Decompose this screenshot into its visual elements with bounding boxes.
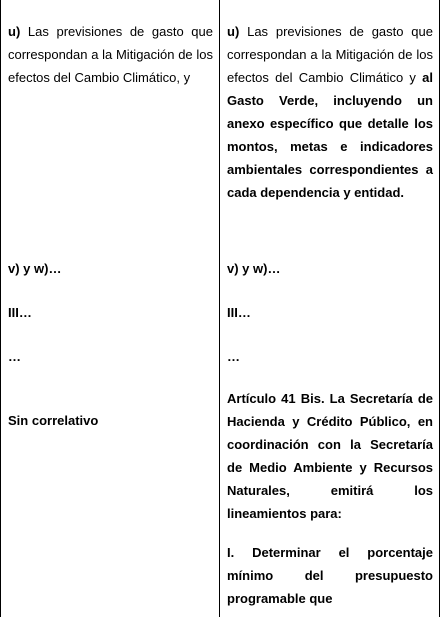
item-iii-label: III… bbox=[227, 305, 251, 320]
ellipsis-proposed bbox=[227, 345, 433, 368]
item-i-text: I. Determinar el porcentaje mínimo del presupuesto programable que bbox=[227, 545, 433, 606]
item-vw-proposed bbox=[227, 257, 433, 280]
article-41-bis-text: Artículo 41 Bis. La Secretaría de Hacienda y Crédito Público, en coordinación con la Secretaría de Medio Ambiente y Recursos Naturales, emitirá los lineamientos para: bbox=[227, 391, 433, 521]
item-u-proposed bbox=[227, 20, 433, 204]
item-u-text: Las previsiones de gasto que correspondan a la Mitigación de los efectos del Cambio Climático y bbox=[227, 24, 433, 85]
item-u-letter: u) bbox=[8, 24, 21, 39]
ellipsis-label: … bbox=[227, 349, 240, 364]
item-vw-current bbox=[8, 257, 213, 280]
item-vw-label: v) y w)… bbox=[227, 261, 281, 276]
item-vw-label: v) y w)… bbox=[8, 261, 62, 276]
ellipsis-label: … bbox=[8, 349, 21, 364]
item-iii-label: III… bbox=[8, 305, 32, 320]
item-iii-current bbox=[8, 301, 213, 324]
proposed-text-column bbox=[220, 0, 440, 617]
item-u-text: Las previsiones de gasto que correspondan a la Mitigación de los efectos del Cambio Climático, y bbox=[8, 24, 213, 85]
no-correlative-label: Sin correlativo bbox=[8, 413, 99, 428]
item-u-added-text: al Gasto Verde, incluyendo un anexo específico que detalle los montos, metas e indicadores ambientales correspondientes a cada dependencia y entidad. bbox=[227, 70, 433, 200]
item-u-current bbox=[8, 20, 213, 89]
item-i-proposed bbox=[227, 541, 433, 610]
no-correlative bbox=[8, 409, 213, 432]
item-iii-proposed bbox=[227, 301, 433, 324]
item-u-letter: u) bbox=[227, 24, 240, 39]
article-41-bis bbox=[227, 387, 433, 525]
ellipsis-current bbox=[8, 345, 213, 368]
